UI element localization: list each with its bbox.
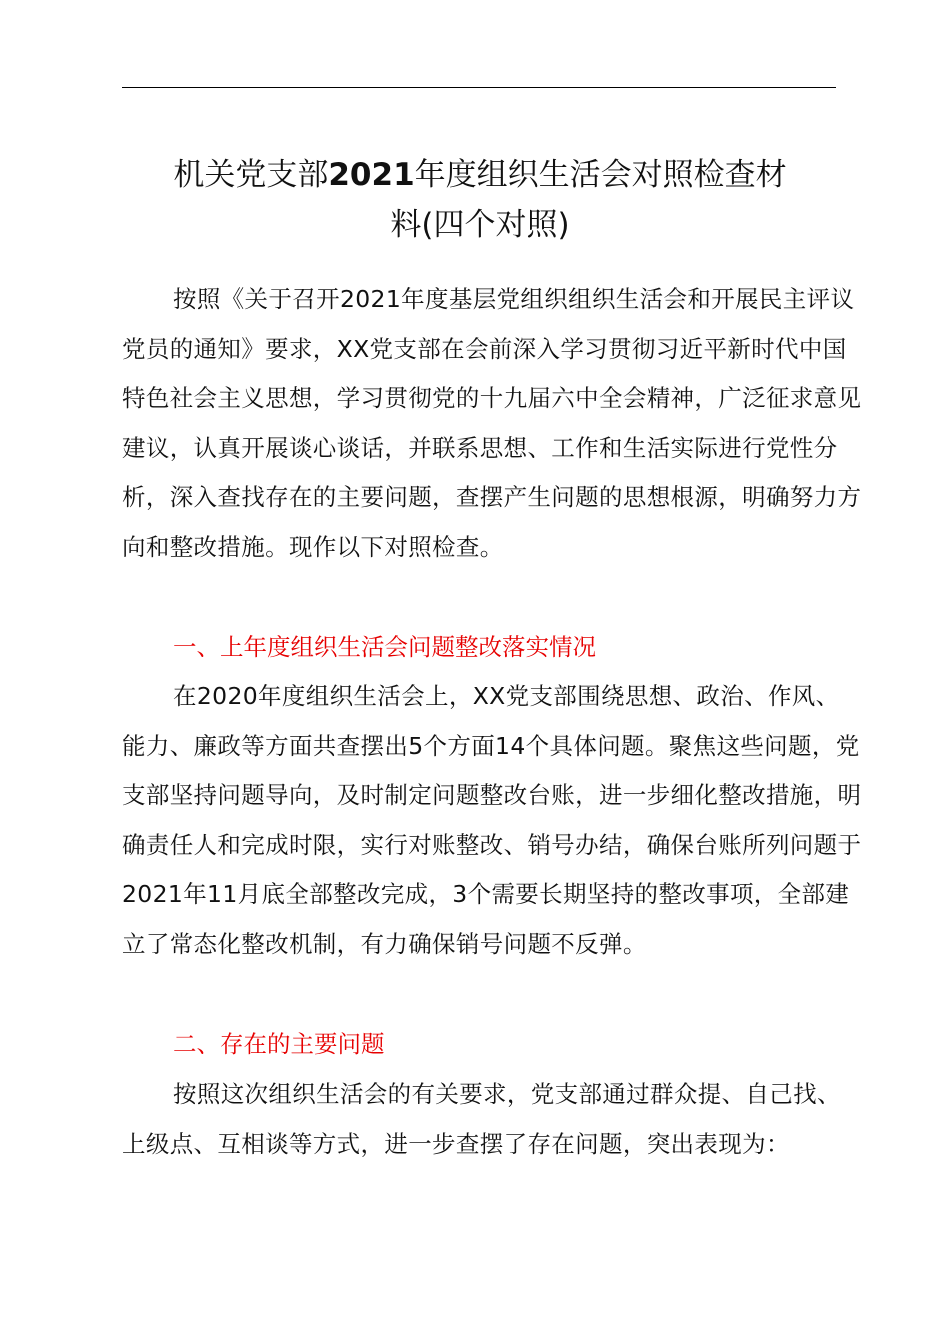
header-rule: [122, 87, 836, 88]
section1-paragraph: 在2020年度组织生活会上，XX党支部围绕思想、政治、作风、能力、廉政等方面共查摆出5个方面14个具体问题。聚焦这些问题，党支部坚持问题导向，及时制定问题整改台账，进一步细化整改措施，明确责任人和完成时限，实行对账整改、销号办结，确保台账所列问题于2021年11月底全部整改完成，3个需要长期坚持的整改事项，全部建立了常态化整改机制，有力确保销号问题不反弹。: [122, 682, 862, 958]
section-heading-1: 一、上年度组织生活会问题整改落实情况: [173, 633, 596, 661]
title-year: 2021: [328, 157, 415, 193]
document-title: [100, 150, 860, 250]
section-heading-2: 二、存在的主要问题: [173, 1030, 385, 1058]
section2-paragraph: 按照这次组织生活会的有关要求，党支部通过群众提、自己找、上级点、互相谈等方式，进一步查摆了存在问题，突出表现为：: [122, 1080, 841, 1158]
title-prefix: 机关党支部: [173, 157, 329, 193]
intro-paragraph: 按照《关于召开2021年度基层党组织组织生活会和开展民主评议党员的通知》要求，XX党支部在会前深入学习贯彻习近平新时代中国特色社会主义思想，学习贯彻党的十九届六中全会精神，广泛征求意见建议，认真开展谈心谈话，并联系思想、工作和生活实际进行党性分析，深入查找存在的主要问题，查摆产生问题的思想根源，明确努力方向和整改措施。现作以下对照检查。: [122, 285, 862, 561]
title-line-2: 料(四个对照): [390, 207, 570, 243]
title-suffix: 年度组织生活会对照检查材: [414, 157, 787, 193]
